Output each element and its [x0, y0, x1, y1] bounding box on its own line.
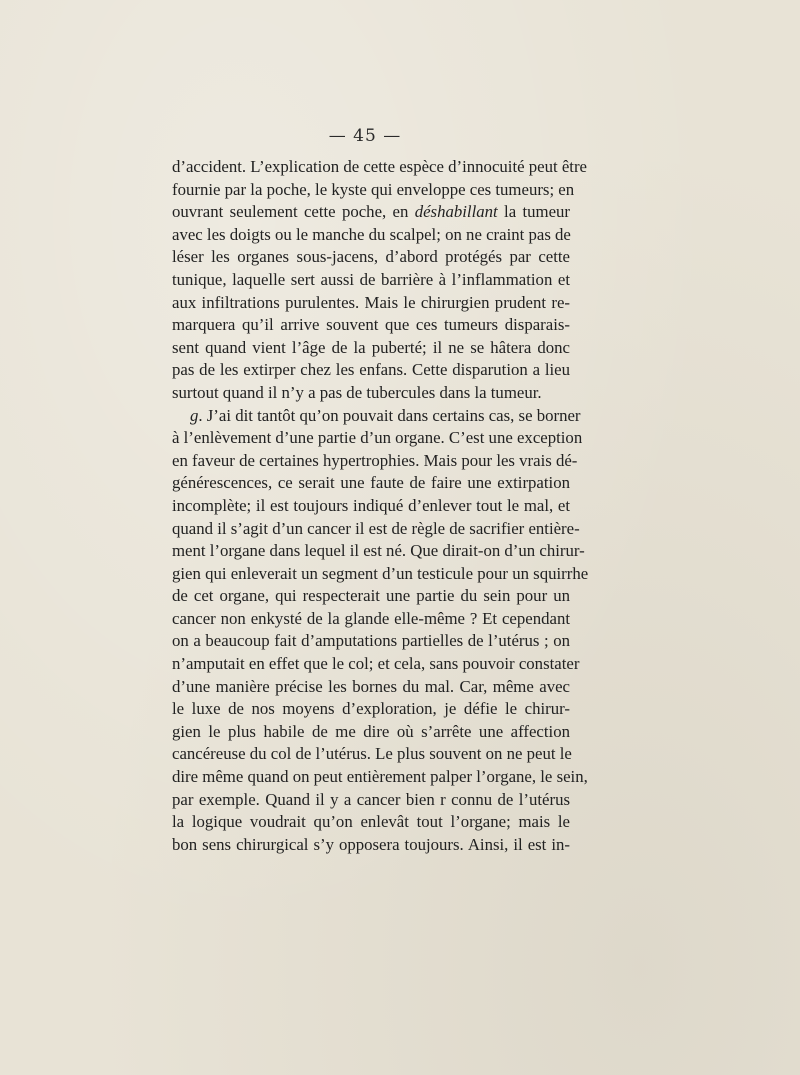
- text-line: incomplète; il est toujours indiqué d’enlever tout le mal, et: [172, 495, 570, 515]
- text-line: pas de les extirper chez les enfans. Cette disparution a lieu: [172, 360, 570, 380]
- text-line: gien qui enleverait un segment d’un testicule pour un squirrhe: [172, 563, 589, 583]
- text-line: d’accident. L’explication de cette espèce d’innocuité peut être: [172, 157, 587, 176]
- text-line: générescences, ce serait une faute de faire une extirpation: [172, 473, 570, 493]
- text-run: la tumeur: [497, 202, 571, 222]
- text-line: n’amputait en effet que le col; et cela, sans pouvoir constater: [172, 654, 580, 674]
- text-line: marquera qu’il arrive souvent que ces tumeurs disparais-: [172, 315, 570, 335]
- text-line: par exemple. Quand il y a cancer bien r connu de l’utérus: [172, 789, 570, 809]
- text-line: avec les doigts ou le manche du scalpel; on ne craint pas de: [172, 224, 571, 244]
- text-line: à l’enlèvement d’une partie d’un organe. C’est une exception: [172, 428, 583, 448]
- text-line: ment l’organe dans lequel il est né. Que dirait-on d’un chirur-: [172, 541, 585, 561]
- text-line: le luxe de nos moyens d’exploration, je défie le chirur-: [172, 699, 570, 719]
- text-line: tunique, laquelle sert aussi de barrière à l’inflammation et: [172, 269, 570, 289]
- text-line: en faveur de certaines hypertrophies. Mais pour les vrais dé-: [172, 450, 578, 470]
- text-line: fournie par la poche, le kyste qui enveloppe ces tumeurs; en: [172, 179, 575, 199]
- italic-run: déshabillant: [414, 202, 498, 222]
- italic-run: g: [190, 405, 199, 425]
- text-line: gien le plus habile de me dire où s’arrête une affection: [172, 721, 570, 741]
- text-line: [172, 405, 581, 428]
- text-line: on a beaucoup fait d’amputations partielles de l’utérus ; on: [172, 631, 570, 651]
- text-line: quand il s’agit d’un cancer il est de règle de sacrifier entière-: [172, 518, 580, 538]
- text-line: léser les organes sous-jacens, d’abord protégés par cette: [172, 247, 570, 267]
- text-line: sent quand vient l’âge de la puberté; il ne se hâtera donc: [172, 337, 570, 357]
- text-line: de cet organe, qui respecterait une partie du sein pour un: [172, 586, 570, 606]
- body-text: [172, 156, 589, 856]
- text-line: cancer non enkysté de la glande elle-même ? Et cependant: [172, 608, 570, 628]
- text-run: . J’ai dit tantôt qu’on pouvait dans certains cas, se borner: [198, 405, 581, 425]
- text-line: la logique voudrait qu’on enlevât tout l’organe; mais le: [172, 812, 570, 832]
- text-line: d’une manière précise les bornes du mal. Car, même avec: [172, 676, 570, 696]
- text-line: bon sens chirurgical s’y opposera toujours. Ainsi, il est in-: [172, 834, 570, 854]
- text-run: ouvrant seulement cette poche, en: [172, 202, 415, 222]
- page-number: — 45 —: [328, 126, 402, 146]
- text-line: [172, 201, 570, 224]
- text-line: dire même quand on peut entièrement palper l’organe, le sein,: [172, 767, 588, 787]
- text-line: surtout quand il n’y a pas de tubercules dans la tumeur.: [172, 382, 542, 402]
- text-line: cancéreuse du col de l’utérus. Le plus souvent on ne peut le: [172, 744, 572, 764]
- text-line: aux infiltrations purulentes. Mais le chirurgien prudent re-: [172, 292, 570, 312]
